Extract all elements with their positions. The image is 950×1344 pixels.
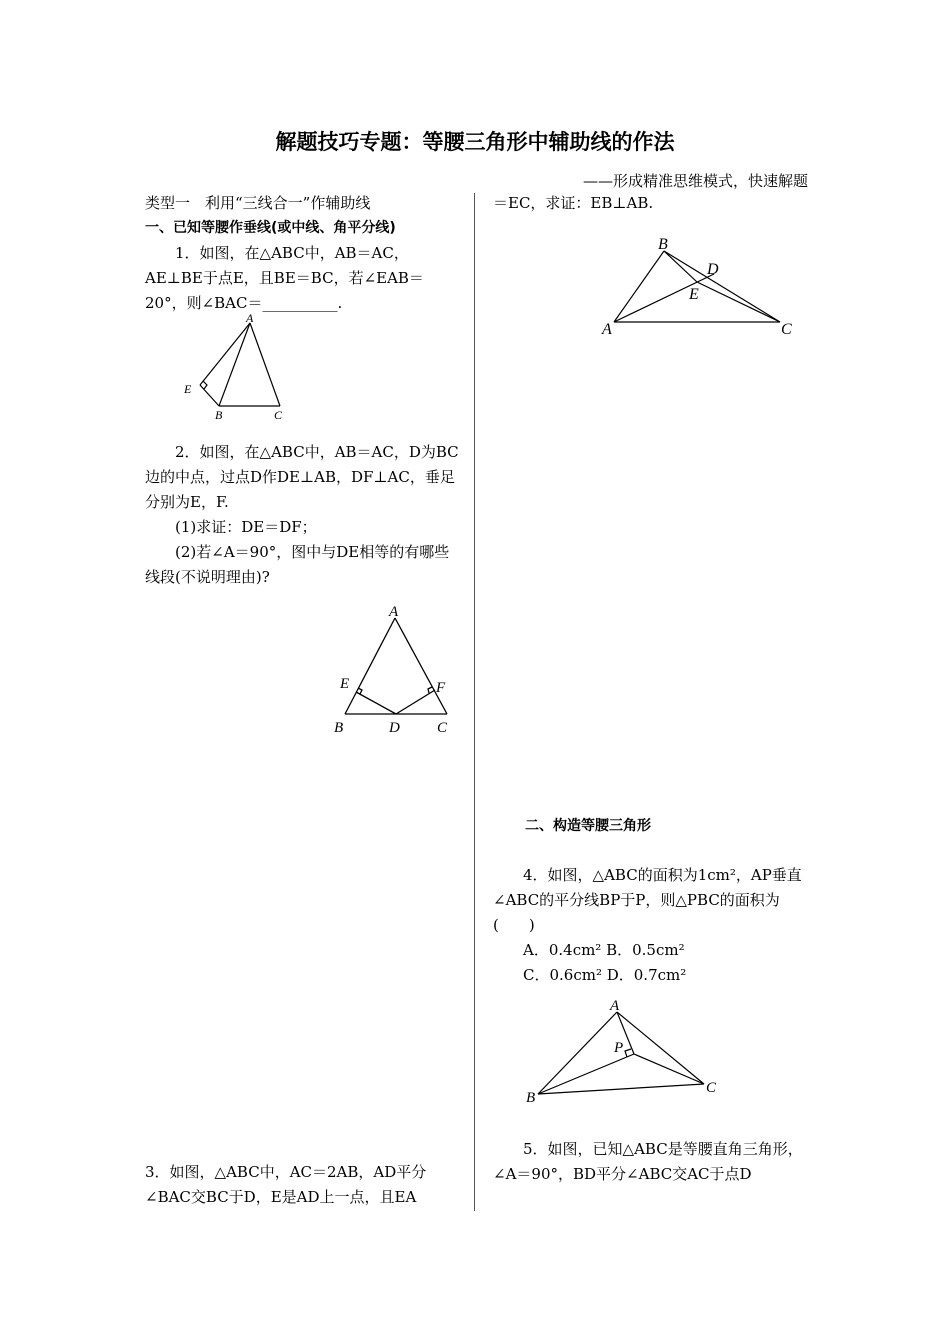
left-column-top <box>145 191 459 316</box>
fig4-label-P: P <box>614 1040 624 1056</box>
fig3-line-EC <box>697 282 780 322</box>
fig1-line-EB <box>200 385 219 406</box>
question-4-options-cd: C．0.6cm² D．0.7cm² <box>523 966 687 984</box>
fig2-line-DF <box>396 690 435 714</box>
fig4-line-PC <box>634 1054 704 1084</box>
section-heading-2: 二、构造等腰三角形 <box>525 818 651 834</box>
right-column-q3 <box>493 191 809 216</box>
left-column-q2 <box>145 440 459 590</box>
fig1-label-B: B <box>215 408 223 422</box>
fig1-label-E: E <box>184 382 192 396</box>
right-column-q5 <box>493 1137 809 1187</box>
fig4-line-AC <box>617 1012 704 1084</box>
right-column-q4 <box>493 863 825 988</box>
question-2-part-2: (2)若∠A＝90°，图中与DE相等的有哪些线段(不说明理由)? <box>145 543 450 586</box>
fig1-line-AB <box>219 323 250 406</box>
fig1-label-C: C <box>274 408 283 422</box>
question-2: 2．如图，在△ABC中，AB＝AC，D为BC边的中点，过点D作DE⊥AB，DF⊥AC，垂足分别为E，F. <box>145 443 459 511</box>
figure-1 <box>176 310 296 425</box>
fig3-label-D: D <box>707 261 719 278</box>
section-heading-1: 一、已知等腰作垂线(或中线、角平分线) <box>145 220 396 236</box>
fig3-label-E: E <box>689 286 699 303</box>
page-title: 解题技巧专题：等腰三角形中辅助线的作法 <box>275 130 675 154</box>
fig4-label-C: C <box>706 1080 717 1096</box>
fig4-line-AB <box>538 1012 617 1094</box>
fig1-label-A: A <box>246 311 254 325</box>
fig3-line-BE <box>664 251 697 282</box>
fig4-line-BC <box>538 1084 704 1094</box>
fig2-label-E: E <box>340 676 350 692</box>
question-5: 5．如图，已知△ABC是等腰直角三角形，∠A＝90°，BD平分∠ABC交AC于点D <box>493 1140 803 1183</box>
fig1-line-AC <box>250 323 280 406</box>
question-3: 3．如图，△ABC中，AC＝2AB，AD平分∠BAC交BC于D，E是AD上一点，且EA <box>145 1163 427 1206</box>
question-1: 1．如图，在△ABC中，AB＝AC，AE⊥BE于点E，且BE＝BC，若∠EAB＝20°，则∠BAC＝__________. <box>145 244 424 312</box>
fig2-line-DE <box>356 692 396 714</box>
fig3-line-BC <box>664 251 780 322</box>
fig3-label-C: C <box>781 321 792 338</box>
fig4-line-BP <box>538 1054 634 1094</box>
question-3-continued: ＝EC，求证：EB⊥AB. <box>493 194 654 212</box>
fig2-label-A: A <box>389 604 399 620</box>
fig2-line-AC <box>395 618 447 714</box>
fig2-label-D: D <box>389 720 400 736</box>
fig1-right-angle-mark <box>203 381 207 389</box>
question-4-options-ab: A．0.4cm² B．0.5cm² <box>523 941 685 959</box>
question-4: 4．如图，△ABC的面积为1cm²，AP垂直∠ABC的平分线BP于P，则△PBC的面积为 ( ) <box>493 866 825 934</box>
right-column-section-2 <box>493 814 809 839</box>
column-divider <box>474 193 475 1211</box>
fig2-label-B: B <box>334 720 344 736</box>
left-column-q3 <box>145 1160 459 1210</box>
fig3-label-B: B <box>658 236 668 253</box>
figure-4 <box>520 992 730 1107</box>
fig3-label-A: A <box>602 321 612 338</box>
type-heading: 类型一 利用“三线合一”作辅助线 <box>145 194 371 212</box>
fig1-line-AE <box>200 323 250 385</box>
figure-2 <box>325 598 465 743</box>
page-subtitle: ——形成精准思维模式，快速解题 <box>582 172 808 190</box>
fig2-label-C: C <box>437 720 448 736</box>
fig2-label-F: F <box>436 680 446 696</box>
fig3-line-AD <box>614 274 714 322</box>
fig3-line-AB <box>614 251 664 322</box>
fig4-label-A: A <box>610 998 620 1014</box>
fig4-label-B: B <box>526 1090 536 1106</box>
figure-3 <box>596 232 806 342</box>
question-2-part-1: (1)求证：DE＝DF； <box>175 518 317 536</box>
